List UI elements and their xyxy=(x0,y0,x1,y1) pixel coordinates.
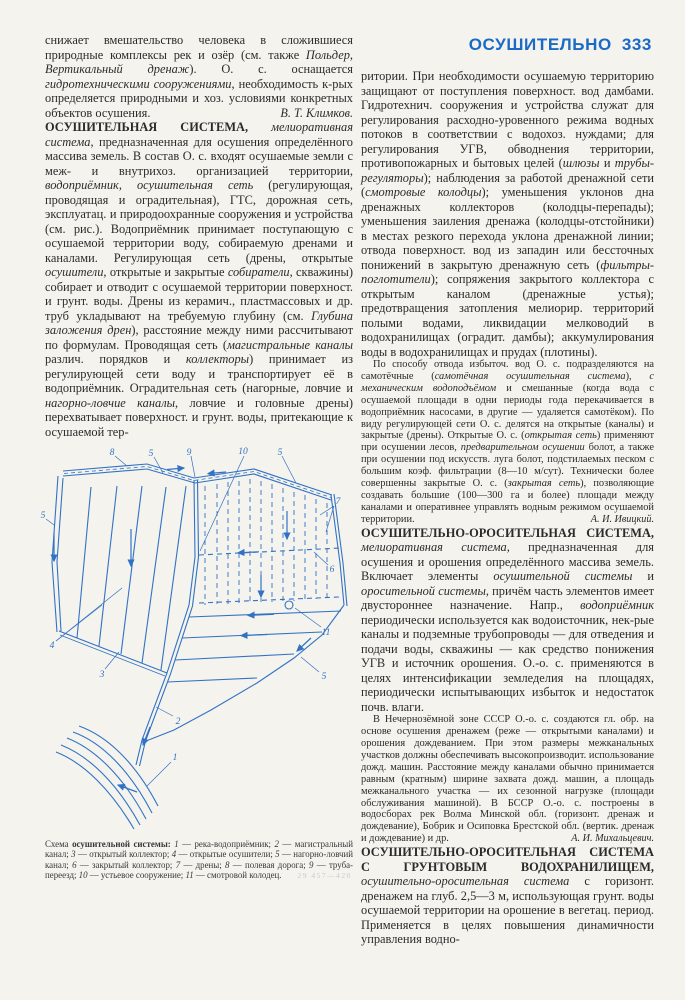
collector-channel xyxy=(189,611,341,617)
open-ditch xyxy=(121,486,142,654)
continuation-paragraph: ритории. При необходимости осушаемую территорию защищают от поступления поверхност. вод дамбами. Гидротехнич. сооружения и устройства служат для регулирования расходно-уровенного режима водных потоков в соответствии с водохоз. нуждами; для регулирования УГВ, обводнения территории, противопожарных и бытовых целей (шлюзы и трубы-регуляторы); наблюдения за работой дренажной сети (смотровые колодцы); уменьшения уклонов дна дренажных коллекторов (колодцы-перепады); уменьшения заиления дренажа (колодцы-отстойники) в местах резкого перехода уклона дренажной линии; отвода поверхност. вод из западин или бессточных понижений в закрытую дренажную сеть (фильтры-поглотители); сопряжения закрытого коллектора с открытым каналом (дренажные устья); предотвращения затопления мелиорир. территорий полыми водами, ликвидации мелководий в водохранилищах (оградит. дамбы); аккумулирования воды в водохранилищах и прудах (плотины). xyxy=(361,69,655,359)
figure-label: 9 xyxy=(186,448,192,458)
running-header xyxy=(361,35,652,55)
author-signature: А. И. Михальцевич. xyxy=(571,833,654,845)
drainage-scheme-figure xyxy=(39,445,353,882)
figure-label: 10 xyxy=(238,447,248,457)
open-ditch xyxy=(142,487,166,663)
river-waterway xyxy=(56,726,158,829)
figure-label: 11 xyxy=(321,628,331,638)
figure-label: 4 xyxy=(49,641,55,651)
header-title: ОСУШИТЕЛЬНО xyxy=(468,35,612,54)
figure-label: 2 xyxy=(175,717,181,727)
figure-label: 3 xyxy=(99,670,105,680)
left-column xyxy=(40,33,354,947)
open-ditch xyxy=(161,486,186,670)
figure-label: 5 xyxy=(321,672,327,682)
author-signature: В. Т. Климков. xyxy=(280,105,353,120)
main-canal xyxy=(136,480,195,765)
small-print-paragraph: В Нечернозёмной зоне СССР О.-о. с. создаются гл. обр. на основе осушения дренажем (реже — открытыми каналами) и орошения дождеванием. При этом размеры межканальных участков должны обеспечивать высокопроизводит. использование дожд. машин. Расстояние между каналами обычно принимается равным (кратным) ширине захвата дожд. машин, а площадь межканального участка — их сезонной нагрузке (площади обслуживания машиной). В БССР О.-о. с. построены в водосборах рек Волма Минской обл. (горизонт. дренаж и дождевание), Бобрик и Осиповка Брестской обл. (вертик. дренаж и дождевание) и др. xyxy=(361,714,654,845)
upland-catch-canal-left xyxy=(57,478,63,631)
closed-collector xyxy=(199,548,341,555)
closed-collector xyxy=(199,597,339,603)
figure-label: 5 xyxy=(277,448,283,458)
figure-label: 5 xyxy=(148,449,154,459)
drainage-scheme-diagram xyxy=(39,445,357,830)
figure-caption: Схема осушительной системы: 1 — река-водоприёмник; 2 — магистральный канал; 3 — открытый коллектор; 4 — открытые осушители; 5 — нагорно-ловчий канал; 6 — закрытый коллектор; 7 — дрены; 8 — полевая дорога; 9 — труба-переезд; 10 — устьевое сооружение; 11 — смотровой колодец. 29 457—420 xyxy=(45,839,354,881)
page-columns xyxy=(40,33,655,947)
right-column xyxy=(361,33,654,947)
open-ditch xyxy=(99,486,117,646)
open-collector-line xyxy=(60,635,165,676)
open-collector-line xyxy=(59,631,167,673)
drain-lines xyxy=(205,479,327,605)
header-page-number: 333 xyxy=(621,35,652,54)
flow-arrows xyxy=(54,468,311,792)
right-boundary-canal xyxy=(334,494,347,606)
small-print-paragraph: По способу отвода избыточ. вод О. с. подразделяются на самотёчные (самотёчная осушительная система), с механическим водоподъёмом и смешанные (когда вода с осушаемой площади в одни периоды года перекачивается в водоприёмник насосами, в другие — удаляется самотёком). По виду регулирующей сети О. с. делятся на открытые (каналы) и закрытые (дрены). Открытые О. с. (открытая сеть) применяют при осушении лесов, предварительном осушении болот, а также при осушении под искусств. луга болот, подстилаемых песком с большим коэф. фильтрации (8—10 м/сут). Технически более совершенны закрытые О. с. (закрытая сеть), позволяющие создавать большие (100—300 га и более) площади между каналами и оперативнее управлять водным режимом осушаемой территории. xyxy=(361,359,655,525)
inspection-well xyxy=(285,601,293,609)
right-boundary-canal xyxy=(331,495,344,605)
figure-label: 7 xyxy=(335,497,341,507)
collector-channel xyxy=(167,678,257,682)
article-sistema-s-gruntovym-vodohranilishchem: ОСУШИТЕЛЬНО-ОРОСИТЕЛЬНАЯ СИСТЕМА С ГРУНТОВЫМ ВОДОХРАНИЛИЩЕМ, осушительно-оросительная система с горизонт. дренажем на глуб. 2,5—3 м, использующая грунт. воды осушаемой территории на орошение в вегетац. период. Применяется в целях повышения динамичности управления водно- xyxy=(361,845,655,947)
author-signature: А. И. Ивицкий. xyxy=(590,513,654,525)
figure-label: 6 xyxy=(329,565,335,575)
continuation-paragraph: снижает вмешательство человека в сложившиеся природные комплексы рек и озёр (см. также Польдер, Вертикальный дренаж). О. с. оснащается гидротехническими сооружениями, необходимость к-рых определяется природными и хоз. условиями конкретных объектов осушения. xyxy=(45,33,353,120)
figure-label: 8 xyxy=(109,448,115,458)
article-osushitelno-orositelnaya-sistema: ОСУШИТЕЛЬНО-ОРОСИТЕЛЬНАЯ СИСТЕМА, мелиоративная система, предназначенная для осушения и орошения определённого массива земель. Включает элементы осушительной системы и оросительной системы, причём часть элементов имеет двустороннее назначение. Напр., водоприёмник периодически используется как водоисточник, нек-рые каналы и подземные трубопроводы — для отведения и подачи воды, скважины — как средство понижения УГВ и источник орошения. О.-о. с. применяются в целях интенсификации земледелия на площадях, периодически испытывающих избыток и недостаток почв. влаги. xyxy=(361,525,655,714)
figure-label: 1 xyxy=(172,753,178,763)
article-osushitelnaya-sistema: ОСУШИТЕЛЬНАЯ СИСТЕМА, мелиоративная система, предназначенная для осушения определённого массива земель. В состав О. с. входят осушаемые земли с меж- и внутрихоз. организацией территории, водоприёмник, осушительная сеть (регулирующая, проводящая и оградительная), ГТС, дорожная сеть, эксплуатац. и природоохранные сооружения и устройства (см. рис.). Водоприёмник принимает поступающую с осушаемой территории воду, собираемую дренами и каналами. Регулирующая сеть (дрены, открытые осушители, открытые и закрытые собиратели, скважины) собирает и отводит с осушаемой территории поверхност. и грунт. воды. Дрены из керамич., пластмассовых и др. труб укладывают на требуемую глубину (см. Глубина заложения дрен), расстояние между ними рассчитывают по формулам. Проводящая сеть (магистральные каналы различ. порядков и коллекторы) принимает из регулирующей сети воду и транспортирует её в водоприёмник. Оградительная сеть (нагорные, ловчие и нагорно-ловчие каналы, ловчие и головные дрены) перехватывает поверхност. и грунт. воды, притекающие к осушаемой тер- xyxy=(45,120,354,439)
collector-channel xyxy=(175,654,294,660)
figure-label: 5 xyxy=(40,511,46,521)
